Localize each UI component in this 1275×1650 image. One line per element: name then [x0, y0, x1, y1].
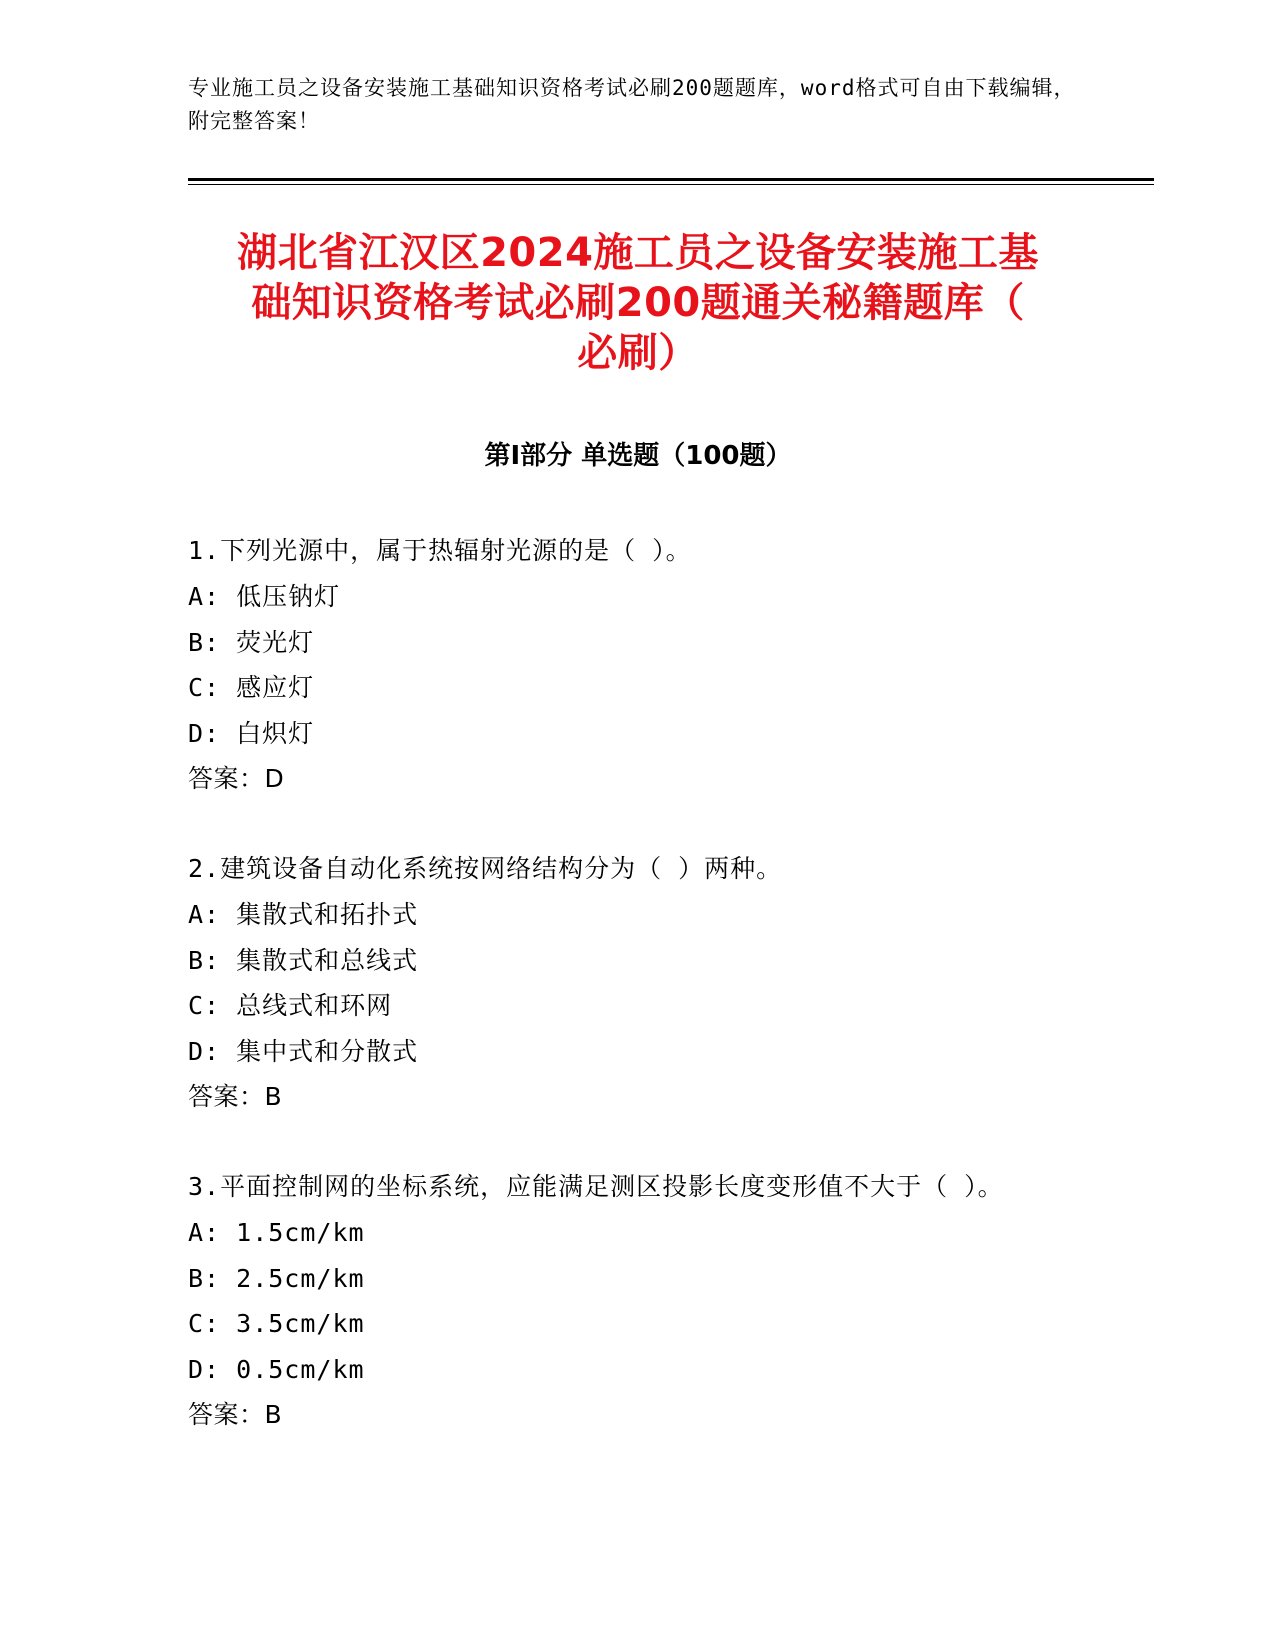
question-stem: 3.平面控制网的坐标系统，应能满足测区投影长度变形值不大于（ ）。 [188, 1172, 1004, 1201]
question-option-c: C: 总线式和环网 [188, 991, 393, 1020]
question-option-a: A: 1.5cm/km [188, 1218, 365, 1247]
question-option-b: B: 集散式和总线式 [188, 945, 419, 975]
header-rule [188, 178, 1154, 185]
question-answer: 答案：D [188, 764, 285, 793]
question-option-c: C: 感应灯 [188, 673, 315, 702]
header-rule-thin [188, 184, 1154, 185]
question-option-a: A: 低压钠灯 [188, 582, 341, 611]
document-title-line-3: 必刷） [577, 330, 699, 376]
question-block-2 [188, 846, 1088, 1120]
question-answer: 答案：B [188, 1400, 283, 1429]
question-option-d: D: 集中式和分散式 [188, 1036, 419, 1066]
part-heading: 第I部分 单选题（100题） [484, 441, 792, 471]
header-rule-thick [188, 178, 1154, 181]
document-title [188, 228, 1088, 378]
document-title-line-2: 础知识资格考试必刷200题通关秘籍题库（ [251, 280, 1025, 326]
question-option-d: D: 0.5cm/km [188, 1354, 365, 1384]
question-stem: 1.下列光源中，属于热辐射光源的是（ ）。 [188, 536, 692, 565]
question-block-3 [188, 1164, 1088, 1438]
question-stem: 2.建筑设备自动化系统按网络结构分为（ ）两种。 [188, 854, 783, 883]
question-option-a: A: 集散式和拓扑式 [188, 900, 419, 929]
question-option-b: B: 荧光灯 [188, 627, 315, 657]
document-title-line-1: 湖北省江汉区2024施工员之设备安装施工基 [237, 230, 1039, 276]
header-note: 专业施工员之设备安装施工基础知识资格考试必刷200题题库，word格式可自由下载编辑，附完整答案！ [188, 76, 1076, 133]
question-option-b: B: 2.5cm/km [188, 1263, 365, 1293]
question-answer: 答案：B [188, 1082, 283, 1111]
question-block-1 [188, 528, 1088, 802]
question-option-d: D: 白炽灯 [188, 718, 315, 748]
question-option-c: C: 3.5cm/km [188, 1309, 365, 1338]
